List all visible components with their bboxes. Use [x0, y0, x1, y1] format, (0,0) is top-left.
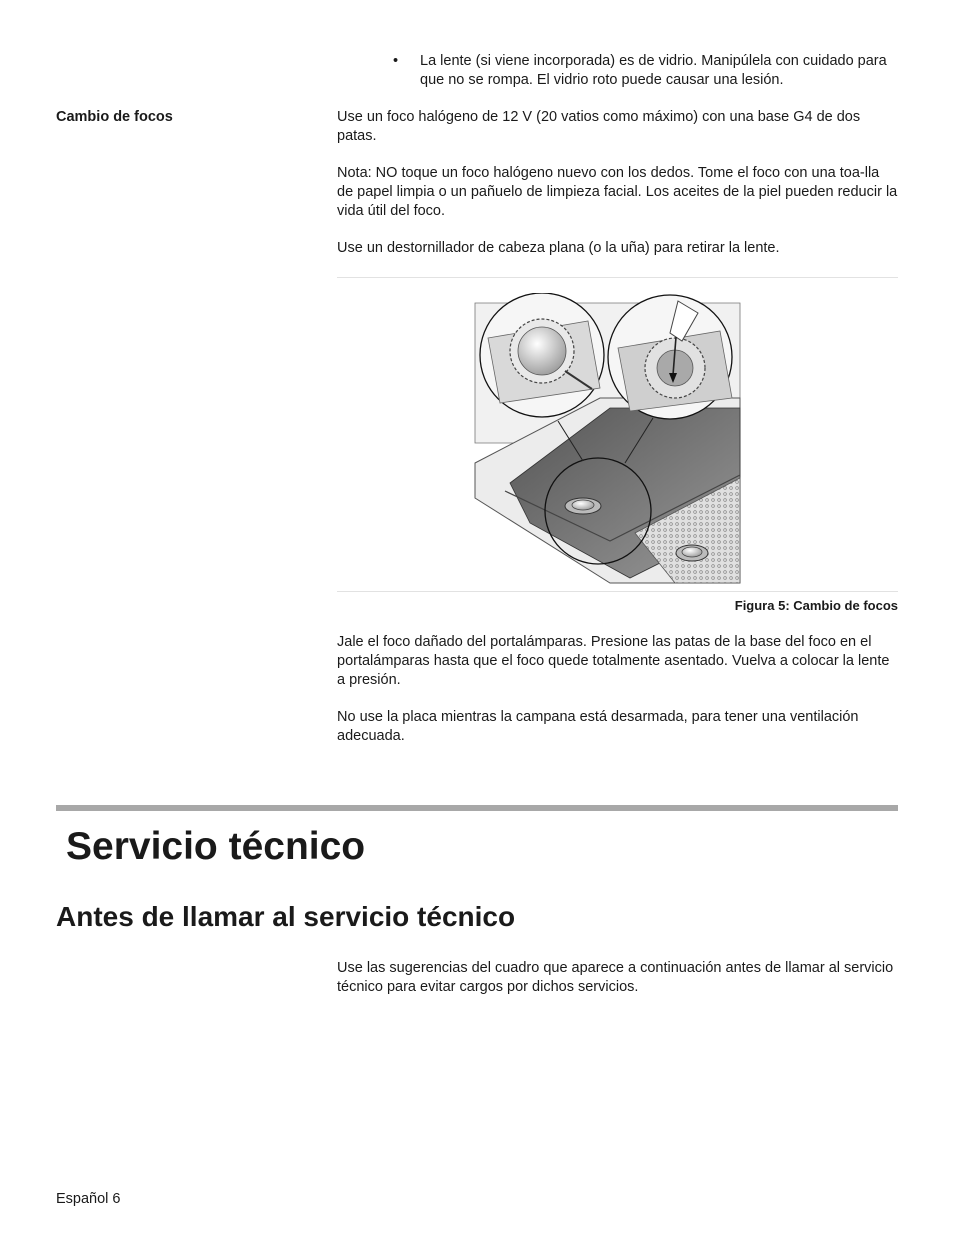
paragraph-service-intro: Use las sugerencias del cuadro que aparece a continuación antes de llamar al servicio técnico para evitar cargos por dichos servicios.: [337, 960, 894, 995]
section-label: Cambio de focos: [56, 109, 173, 125]
paragraph-remove-lens: Use un destornillador de cabeza plana (o la uña) para retirar la lente.: [337, 240, 780, 256]
figure-caption: Figura 5: Cambio de focos: [734, 598, 898, 613]
paragraph-bulb-spec: Use un foco halógeno de 12 V (20 vatios como máximo) con una base G4 de dos patas.: [337, 109, 861, 144]
section-subtitle: Antes de llamar al servicio técnico: [56, 901, 516, 932]
bullet-text: La lente (si viene incorporada) es de vidrio. Manipúlela con cuidado para que no se rompa. El vidrio roto puede causar una lesión.: [420, 53, 887, 88]
page-number: Español 6: [56, 1191, 121, 1207]
page-title: Servicio técnico: [66, 825, 366, 868]
figure-bottom-rule: [337, 591, 898, 592]
bullet-symbol: •: [393, 53, 399, 69]
paragraph-ventilation: No use la placa mientras la campana está desarmada, para tener una ventilación adecuada.: [337, 709, 859, 744]
hood-illustration: [470, 293, 745, 585]
paragraph-note: Nota: NO toque un foco halógeno nuevo con los dedos. Tome el foco con una toa-lla de papel limpia o un pañuelo de limpieza facial. Los aceites de la piel pueden reducir la vida útil del foco.: [337, 165, 898, 219]
figure-top-rule: [337, 277, 898, 278]
section-divider: [56, 805, 898, 811]
figure-bulb-replacement: [470, 293, 745, 585]
paragraph-insert-bulb: Jale el foco dañado del portalámparas. Presione las patas de la base del foco en el portalámparas hasta que el foco quede totalmente asentado. Vuelva a colocar la lente a presión.: [337, 634, 890, 688]
